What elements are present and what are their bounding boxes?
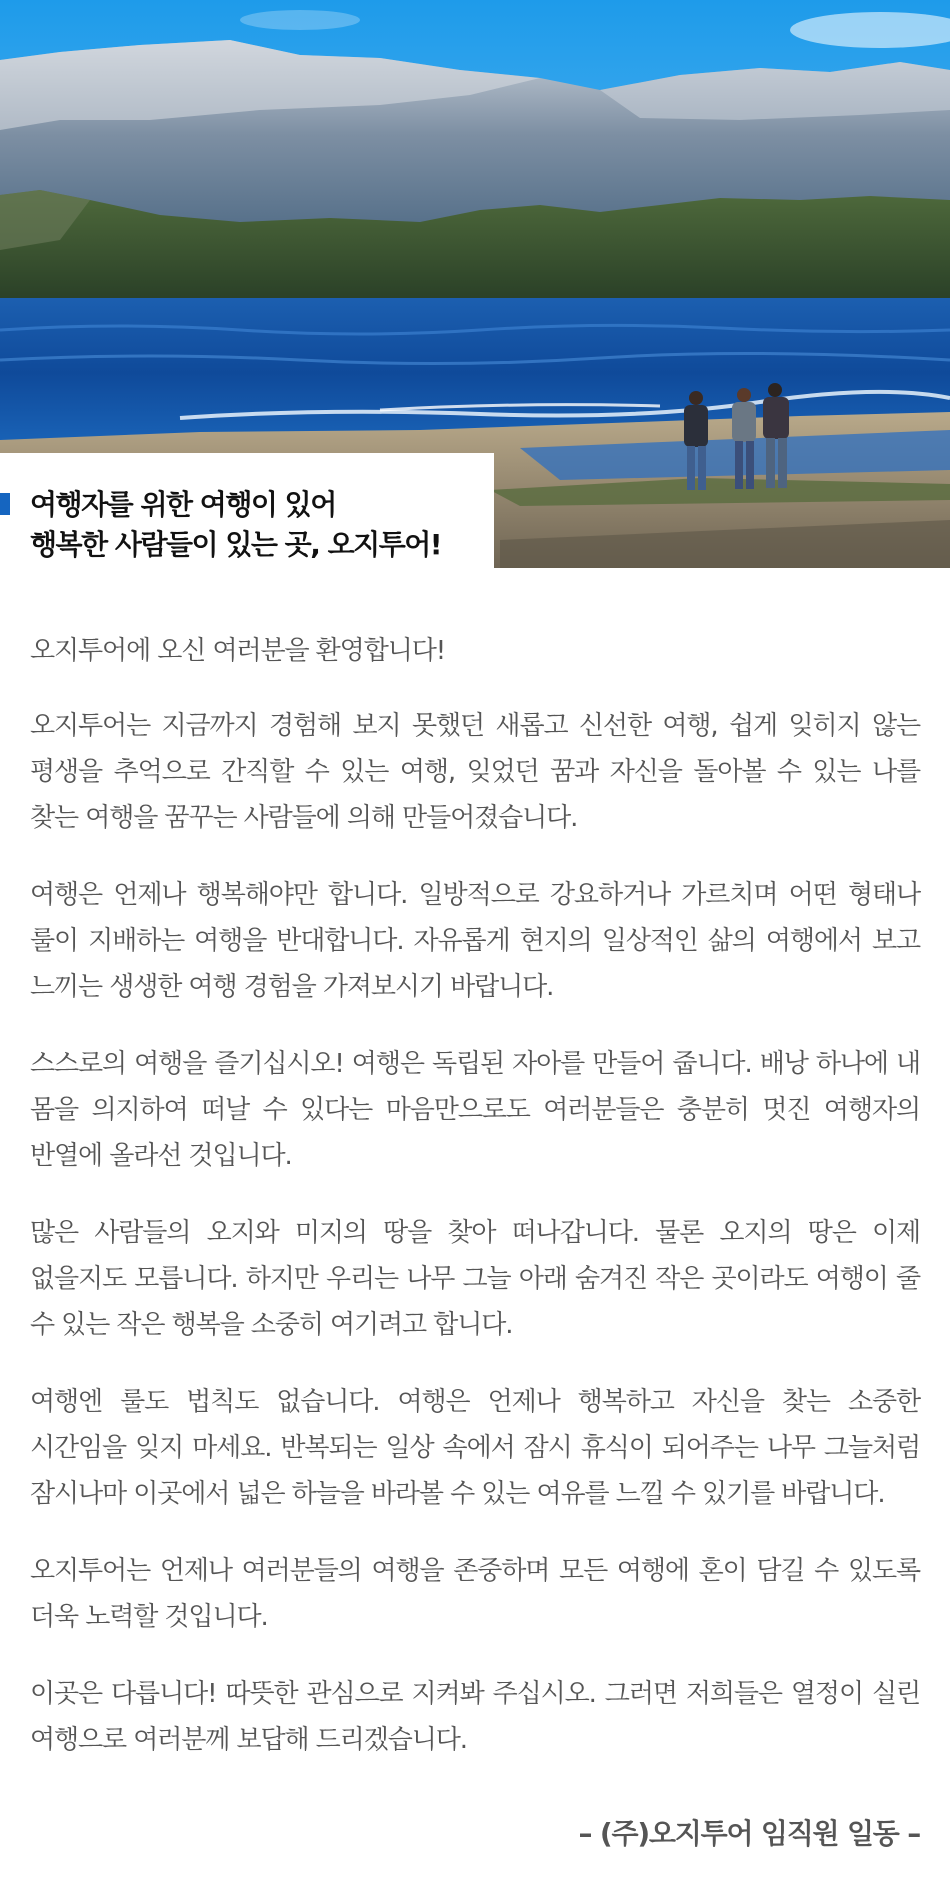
paragraph: 이곳은 다릅니다! 따뜻한 관심으로 지켜봐 주십시오. 그러면 저희들은 열정이 실린 여행으로 여러분께 보답해 드리겠습니다. xyxy=(30,1679,920,1755)
paragraph: 오지투어는 언제나 여러분들의 여행을 존중하며 모든 여행에 혼이 담길 수 있도록 더욱 노력할 것입니다. xyxy=(30,1556,920,1632)
paragraph: 여행엔 룰도 법칙도 없습니다. 여행은 언제나 행복하고 자신을 찾는 소중한 시간임을 잊지 마세요. 반복되는 일상 속에서 잠시 휴식이 되어주는 나무 그늘처럼 잠시나마 이곳에서 넓은 하늘을 바라볼 수 있는 여유를 느낄 수 있기를 바랍니다. xyxy=(30,1387,920,1509)
headline xyxy=(30,485,484,565)
paragraph: 스스로의 여행을 즐기십시오! 여행은 독립된 자아를 만들어 줍니다. 배낭 하나에 내 몸을 의지하여 떠날 수 있다는 마음만으로도 여러분들은 충분히 멋진 여행자의 반열에 올라선 것입니다. xyxy=(30,1049,920,1171)
greeting-text xyxy=(30,628,920,1794)
headline-accent-bar xyxy=(0,493,10,515)
hero-photo xyxy=(0,0,950,568)
paragraph-welcome: 오지투어에 오신 여러분을 환영합니다! xyxy=(30,636,446,666)
paragraph: 여행은 언제나 행복해야만 합니다. 일방적으로 강요하거나 가르치며 어떤 형태나 룰이 지배하는 여행을 반대합니다. 자유롭게 현지의 일상적인 삶의 여행에서 보고 느끼는 생생한 여행 경험을 가져보시기 바랍니다. xyxy=(30,880,920,1002)
headline-line-1: 여행자를 위한 여행이 있어 xyxy=(30,488,336,521)
headline-box xyxy=(0,453,494,568)
signature: – (주)오지투어 임직원 일동 – xyxy=(578,1817,920,1850)
paragraph: 많은 사람들의 오지와 미지의 땅을 찾아 떠나갑니다. 물론 오지의 땅은 이제 없을지도 모릅니다. 하지만 우리는 나무 그늘 아래 숨겨진 작은 곳이라도 여행이 줄 수 있는 작은 행복을 소중히 여기려고 합니다. xyxy=(30,1218,920,1340)
paragraph: 오지투어는 지금까지 경험해 보지 못했던 새롭고 신선한 여행, 쉽게 잊히지 않는 평생을 추억으로 간직할 수 있는 여행, 잊었던 꿈과 자신을 돌아볼 수 있는 나를 찾는 여행을 꿈꾸는 사람들에 의해 만들어졌습니다. xyxy=(30,711,920,833)
headline-line-2: 행복한 사람들이 있는 곳, 오지투어! xyxy=(30,528,442,561)
